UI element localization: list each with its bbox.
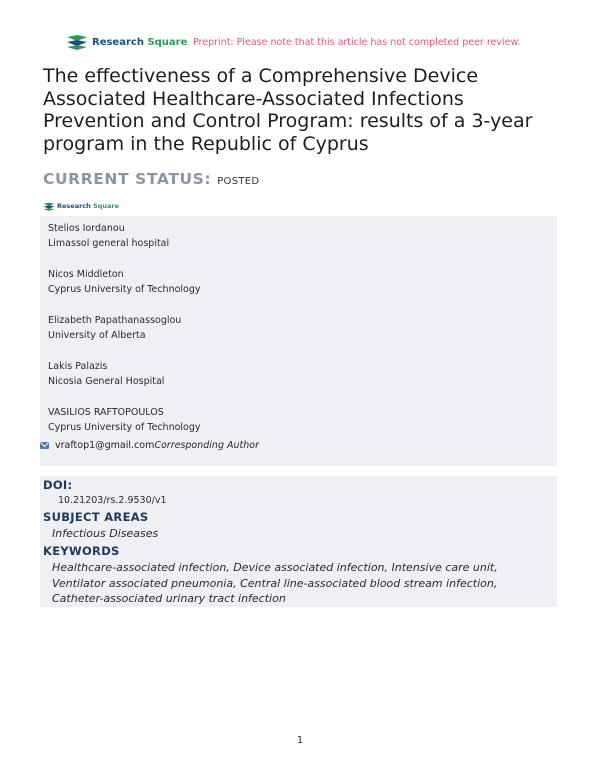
email-icon — [40, 442, 49, 449]
author-name: VASILIOS RAFTOPOULOS — [48, 407, 164, 418]
corresponding-label: Corresponding Author — [154, 440, 259, 451]
research-square-small-logo — [43, 196, 119, 215]
page-header — [66, 34, 540, 54]
author-name: Elizabeth Papathanassoglou — [48, 315, 182, 326]
keywords-value: Healthcare-associated infection, Device associated infection, Intensive care unit, Ventilator associated pneumonia, Central line-associated blood stream infection, Catheter-associated urinary tract infection — [52, 561, 498, 605]
author-affiliation: Cyprus University of Technology — [48, 284, 201, 295]
author-name: Lakis Palazis — [48, 361, 108, 372]
author-entry — [48, 221, 169, 251]
research-square-logo[interactable] — [66, 34, 187, 50]
doi-label: DOI: — [43, 478, 73, 492]
author-entry — [48, 313, 181, 343]
logo-text: Research Square — [92, 36, 188, 48]
subject-areas-value: Infectious Diseases — [52, 527, 159, 540]
page-number: 1 — [296, 735, 304, 746]
author-entry — [48, 359, 164, 389]
corresponding-author-row — [40, 440, 259, 451]
status-label: CURRENT STATUS: — [43, 170, 212, 188]
authors-panel — [40, 216, 557, 466]
author-entry — [48, 267, 201, 297]
research-square-logo-icon — [66, 34, 88, 50]
small-logo-text: Research Square — [57, 201, 119, 210]
author-affiliation: Nicosia General Hospital — [48, 376, 165, 387]
current-status — [43, 170, 259, 188]
metadata-panel — [40, 476, 557, 607]
article-title: The effectiveness of a Comprehensive Device Associated Healthcare-Associated Infections Prevention and Control Program: results of a 3-year program in the Republic of Cyprus — [43, 65, 533, 155]
subject-areas-label: SUBJECT AREAS — [43, 510, 149, 524]
preprint-notice: Preprint: Please note that this article has not completed peer review. — [193, 37, 521, 48]
status-value: POSTED — [217, 176, 260, 187]
author-name: Stelios Iordanou — [48, 223, 125, 234]
corresponding-email[interactable]: vraftop1@gmail.com — [55, 440, 155, 451]
doi-value[interactable]: 10.21203/rs.2.9530/v1 — [58, 495, 167, 506]
author-affiliation: Limassol general hospital — [48, 238, 170, 249]
author-entry — [48, 405, 201, 435]
research-square-small-logo-icon — [43, 196, 55, 215]
author-affiliation: University of Alberta — [48, 330, 146, 341]
author-name: Nicos Middleton — [48, 269, 124, 280]
keywords-label: KEYWORDS — [43, 544, 120, 558]
author-affiliation: Cyprus University of Technology — [48, 422, 201, 433]
